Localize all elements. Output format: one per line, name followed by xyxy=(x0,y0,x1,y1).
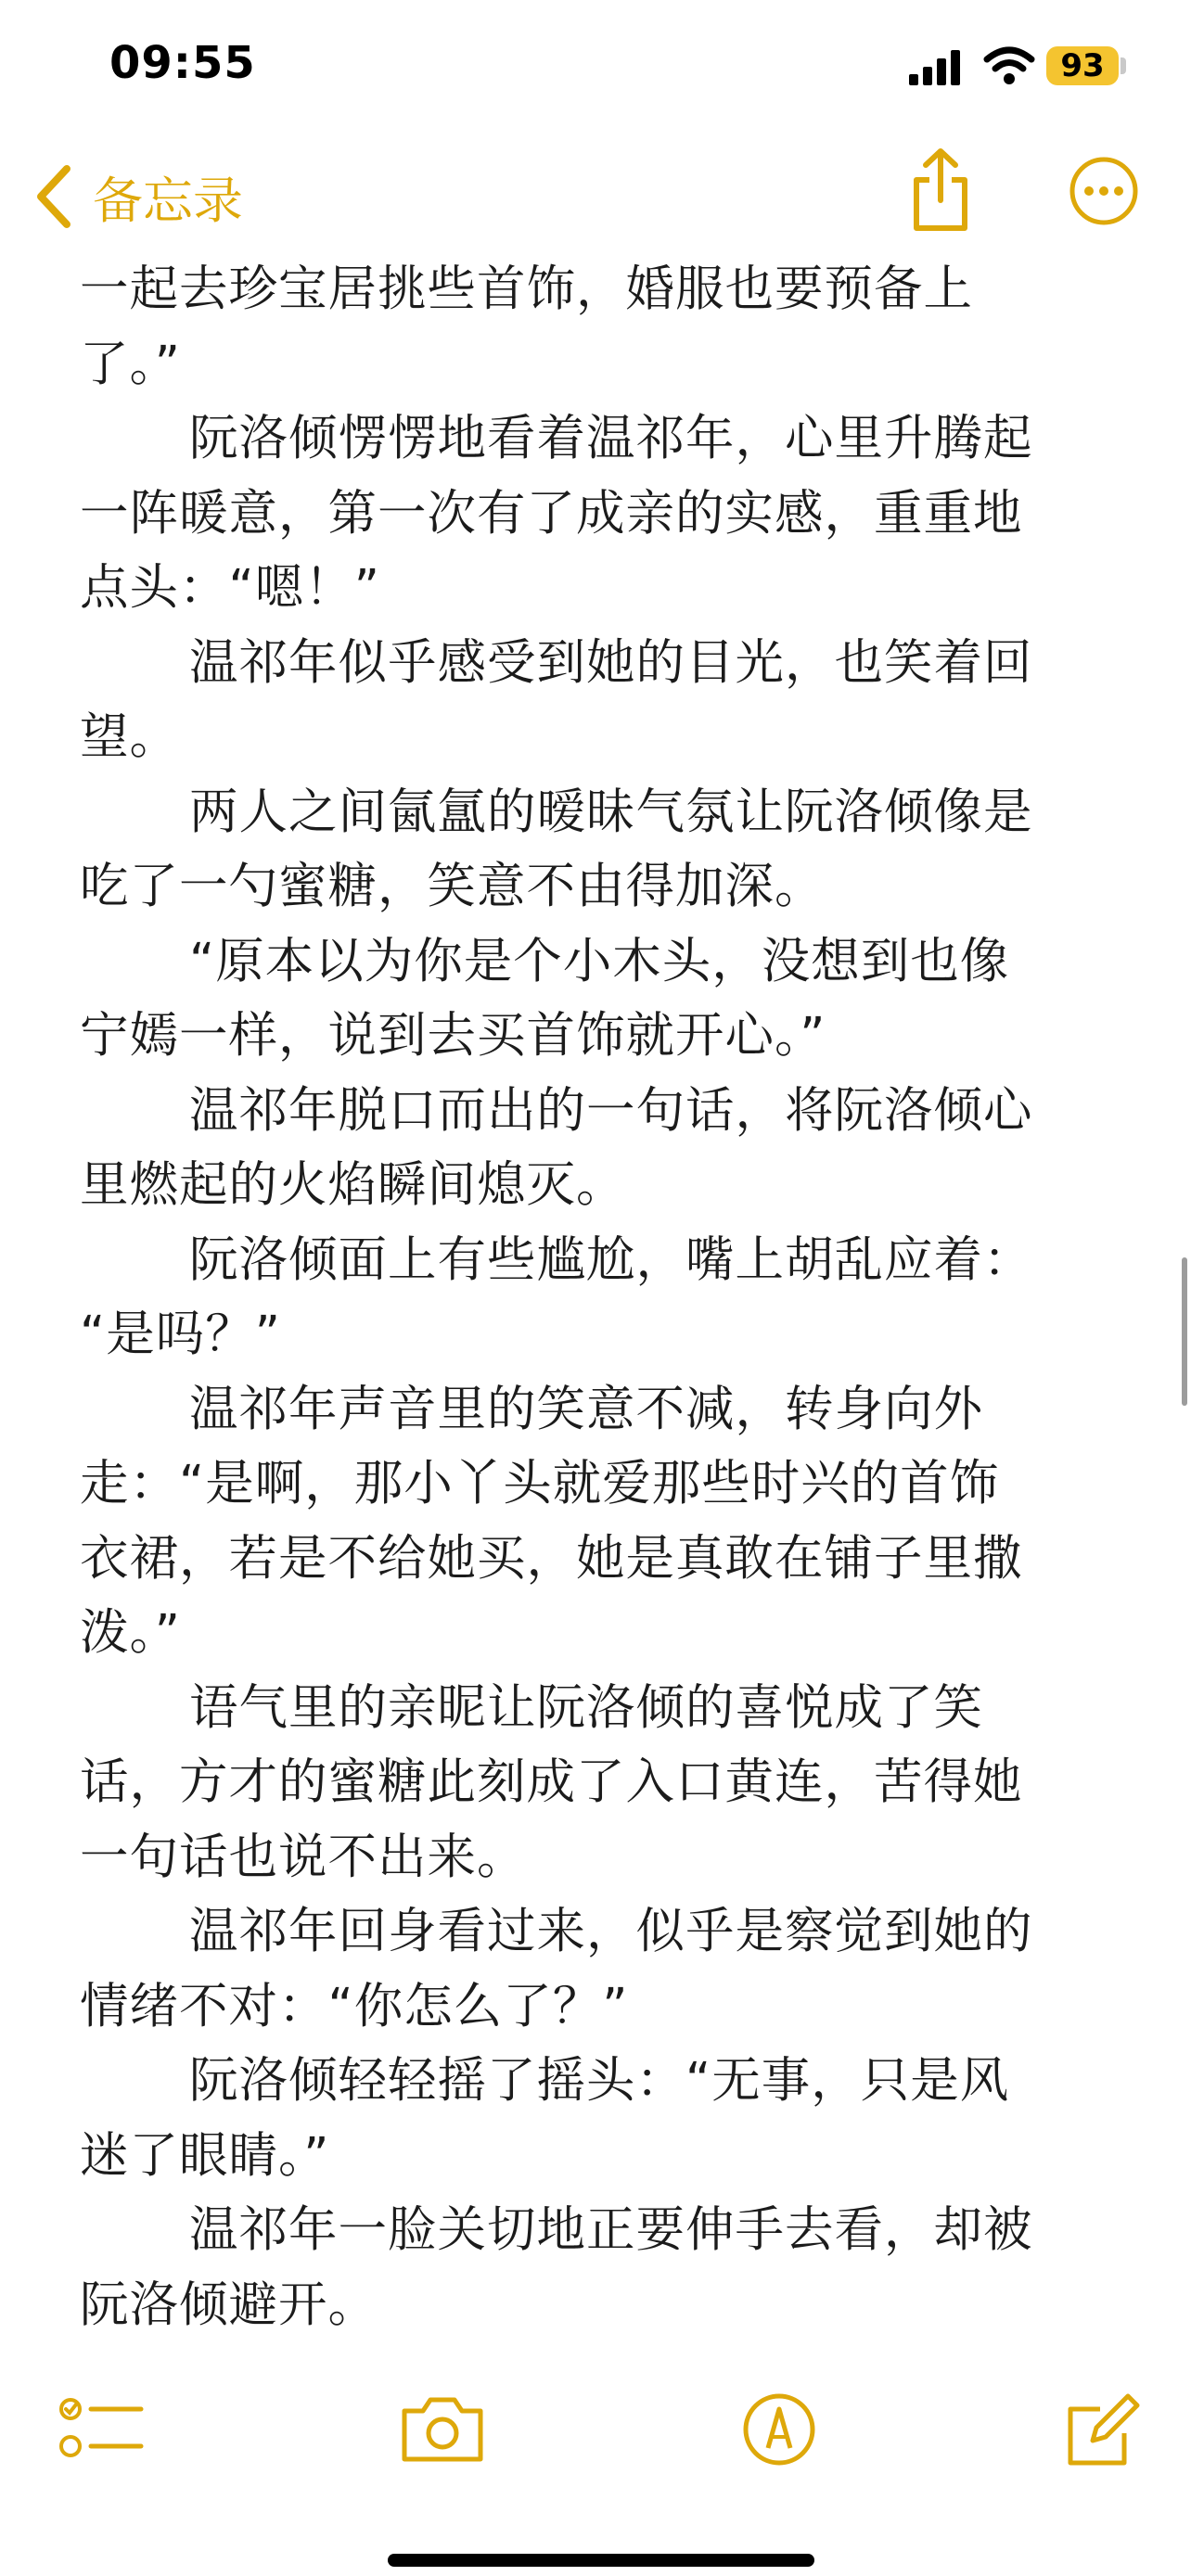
share-icon[interactable] xyxy=(907,148,974,234)
note-line: 一句话也说不出来。 xyxy=(80,1828,527,1885)
note-line: 阮洛倾愣愣地看着温祁年，心里升腾起 xyxy=(189,410,1033,466)
back-label: 备忘录 xyxy=(93,171,243,230)
more-options-icon[interactable] xyxy=(1069,156,1139,226)
note-line: 话，方才的蜜糖此刻成了入口黄连，苦得她 xyxy=(80,1753,1023,1810)
note-line: 泼。” xyxy=(80,1604,181,1661)
camera-icon[interactable] xyxy=(399,2392,486,2465)
battery-indicator: 93 xyxy=(1046,46,1119,85)
note-line: “原本以为你是个小木头，没想到也像 xyxy=(189,932,1010,989)
note-line: “是吗？” xyxy=(80,1306,281,1362)
cellular-signal-icon xyxy=(909,48,963,85)
note-line: 温祁年声音里的笑意不减，转身向外 xyxy=(189,1380,984,1437)
note-line: 迷了眼睛。” xyxy=(80,2126,330,2184)
note-line: 温祁年脱口而出的一句话，将阮洛倾心 xyxy=(189,1081,1033,1139)
note-line: 两人之间氤氲的暧昧气氛让阮洛倾像是 xyxy=(189,783,1033,840)
note-line: 了。” xyxy=(80,335,181,392)
chevron-left-icon xyxy=(35,165,72,228)
note-line: 一起去珍宝居挑些首饰，婚服也要预备上 xyxy=(80,261,974,317)
note-line: 点头：“嗯！” xyxy=(80,559,380,616)
note-line: 衣裙，若是不给她买，她是真敢在铺子里撒 xyxy=(80,1529,1023,1587)
back-button[interactable] xyxy=(35,159,243,234)
note-line: 里燃起的火焰瞬间熄灭。 xyxy=(80,1156,626,1213)
wifi-icon xyxy=(983,46,1035,85)
note-line: 阮洛倾面上有些尴尬，嘴上胡乱应着： xyxy=(189,1231,1033,1288)
note-line: 情绪不对：“你怎么了？” xyxy=(80,1977,629,2034)
status-time: 09:55 xyxy=(109,37,256,89)
note-line: 温祁年回身看过来，似乎是察觉到她的 xyxy=(189,1903,1033,1959)
note-line: 望。 xyxy=(80,708,180,765)
note-line: 宁嫣一样，说到去买首饰就开心。” xyxy=(80,1007,826,1064)
note-line: 一阵暖意，第一次有了成亲的实感，重重地 xyxy=(80,484,1023,542)
note-line: 阮洛倾避开。 xyxy=(80,2276,378,2333)
scroll-indicator[interactable] xyxy=(1182,1257,1187,1406)
note-line: 温祁年一脸关切地正要伸手去看，却被 xyxy=(189,2201,1033,2258)
markup-pen-icon[interactable] xyxy=(742,2392,816,2467)
battery-tip xyxy=(1121,57,1126,74)
note-line: 吃了一勺蜜糖，笑意不由得加深。 xyxy=(80,858,825,914)
note-body[interactable] xyxy=(80,252,1128,2342)
checklist-icon[interactable] xyxy=(59,2392,145,2467)
note-line: 温祁年似乎感受到她的目光，也笑着回 xyxy=(189,633,1033,691)
home-indicator xyxy=(388,2554,814,2567)
nav-bar xyxy=(0,139,1191,250)
note-line: 走：“是啊，那小丫头就爱那些时兴的首饰 xyxy=(80,1455,1000,1511)
note-line: 语气里的亲昵让阮洛倾的喜悦成了笑 xyxy=(189,1678,984,1736)
bottom-toolbar xyxy=(0,2374,1191,2485)
note-line: 阮洛倾轻轻摇了摇头：“无事，只是风 xyxy=(189,2052,1010,2109)
compose-icon[interactable] xyxy=(1065,2392,1141,2468)
status-bar xyxy=(0,0,1191,139)
